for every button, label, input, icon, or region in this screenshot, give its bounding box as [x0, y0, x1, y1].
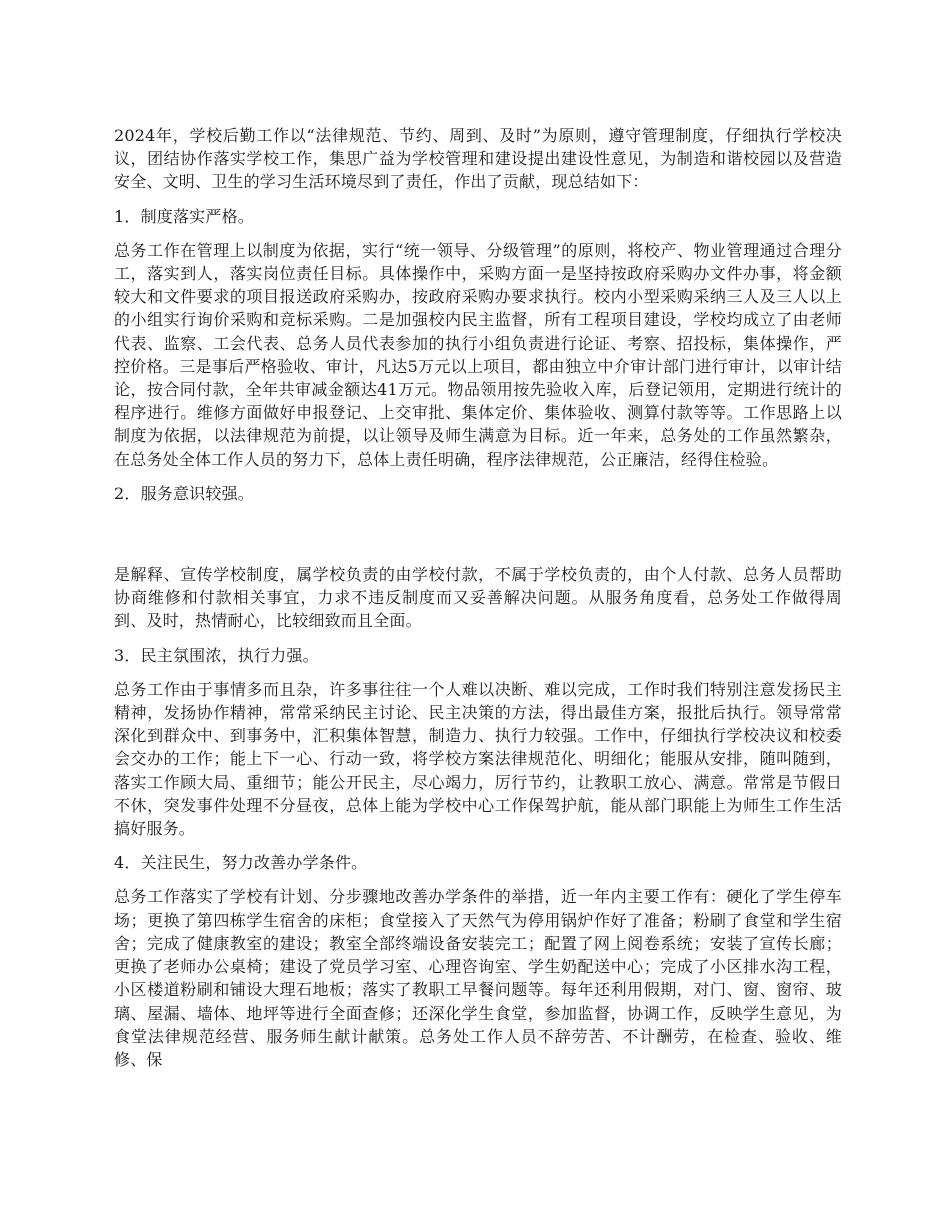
section-3-heading: 3．民主氛围浓，执行力强。 [114, 645, 319, 665]
section-1-heading: 1．制度落实严格。 [114, 206, 254, 226]
section-2-heading: 2．服务意识较强。 [114, 483, 254, 503]
section-2-body: 是解释、宣传学校制度，属学校负责的由学校付款，不属于学校负责的，由个人付款、总务人员帮助协商维修和付款相关事宜，力求不违反制度而又妥善解决问题。从服务角度看，总务处工作做得周到、及时，热情耐心，比较细致而且全面。 [114, 565, 842, 631]
section-4-heading: 4．关注民生，努力改善办学条件。 [114, 853, 368, 873]
intro-paragraph: 2024年，学校后勤工作以“法律规范、节约、周到、及时”为原则，遵守管理制度，仔细执行学校决议，团结协作落实学校工作，集思广益为学校管理和建设提出建设性意见，为制造和谐校园以及营造安全、文明、卫生的学习生活环境尽到了责任，作出了贡献，现总结如下： [114, 126, 842, 192]
section-4-body: 总务工作落实了学校有计划、分步骤地改善办学条件的举措，近一年内主要工作有：硬化了学生停车场；更换了第四栋学生宿舍的床柜；食堂接入了天然气为停用锅炉作好了准备；粉刷了食堂和学生宿舍；完成了健康教室的建设；教室全部终端设备安装完工；配置了网上阅卷系统；安装了宣传长廊；更换了老师办公桌椅；建设了党员学习室、心理咨询室、学生奶配送中心；完成了小区排水沟工程，小区楼道粉刷和铺设大理石地板；落实了教职工早餐问题等。每年还利用假期，对门、窗、窗帘、玻璃、屋漏、墙体、地坪等进行全面查修；还深化学生食堂，参加监督，协调工作，反映学生意见，为食堂法律规范经营、服务师生献计献策。总务处工作人员不辞劳苦、不计酬劳，在检查、验收、维修、保 [114, 887, 842, 1069]
section-1-body: 总务工作在管理上以制度为依据，实行“统一领导、分级管理”的原则，将校产、物业管理通过合理分工，落实到人，落实岗位责任目标。具体操作中，采购方面一是坚持按政府采购办文件办事，将金额较大和文件要求的项目报送政府采购办，按政府采购办要求执行。校内小型采购采纳三人及三人以上的小组实行询价采购和竞标采购。二是加强校内民主监督，所有工程项目建设，学校均成立了由老师代表、监察、工会代表、总务人员代表参加的执行小组负责进行论证、考察、招投标，集体操作，严控价格。三是事后严格验收、审计，凡达5万元以上项目，都由独立中介审计部门进行审计，以审计结论，按合同付款，全年共审减金额达41万元。物品领用按先验收入库，后登记领用，定期进行统计的程序进行。维修方面做好申报登记、上交审批、集体定价、集体验收、测算付款等等。工作思路上以制度为依据，以法律规范为前提，以让领导及师生满意为目标。近一年来，总务处的工作虽然繁杂，在总务处全体工作人员的努力下，总体上责任明确，程序法律规范，公正廉洁，经得住检验。 [114, 240, 842, 469]
document-page [114, 124, 842, 1071]
section-3-body: 总务工作由于事情多而且杂，许多事往往一个人难以决断、难以完成，工作时我们特别注意发扬民主精神，发扬协作精神，常常采纳民主讨论、民主决策的方法，得出最佳方案，报批后执行。领导常常深化到群众中、到事务中，汇积集体智慧，制造力、执行力较强。工作中，仔细执行学校决议和校委会交办的工作；能上下一心、行动一致，将学校方案法律规范化、明细化；能服从安排，随叫随到，落实工作顾大局、重细节；能公开民主，尽心竭力，厉行节约，让教职工放心、满意。常常是节假日不休，突发事件处理不分昼夜，总体上能为学校中心工作保驾护航，能从部门职能上为师生工作生活搞好服务。 [114, 679, 842, 839]
